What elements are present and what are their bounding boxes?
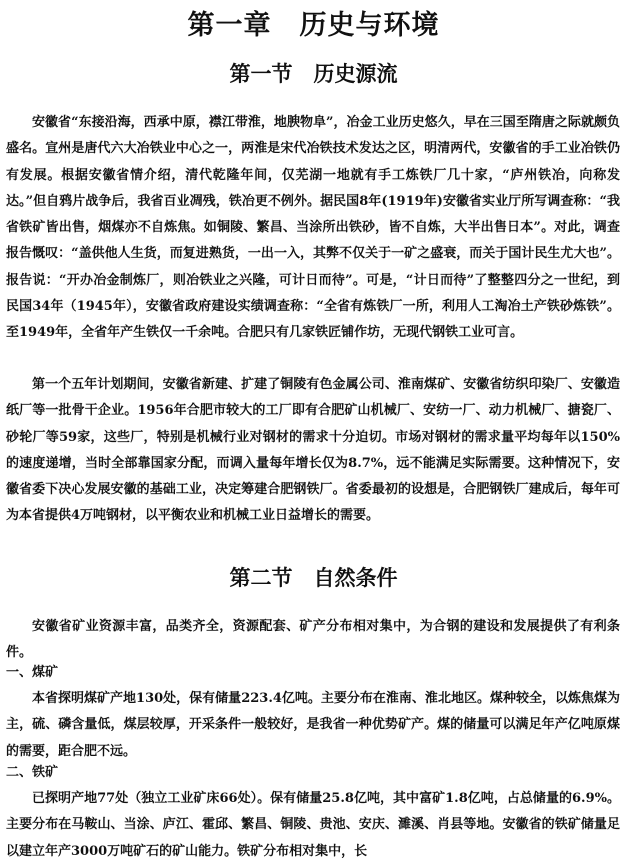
paragraph-five-year-plan: 第一个五年计划期间，安徽省新建、扩建了铜陵有色金属公司、淮南煤矿、安徽省纺织印染厂、安徽造纸厂等一批骨干企业。1956年合肥市较大的工厂即有合肥矿山机械厂、安纺一厂、动力机械厂、搪瓷厂、砂轮厂等59家，这些厂，特别是机械行业对钢材的需求十分迫切。市场对钢材的需求量平均每年以150%的速度递增，当时全部靠国家分配，而调入量每年增长仅为8.7%，远不能满足实际需要。这种情况下，安徽省委下决心发展安徽的基础工业，决定筹建合肥钢铁厂。省委最初的设想是，合肥钢铁厂建成后，每年可为本省提供4万吨钢材，以平衡农业和机械工业日益增长的需要。	[6, 377, 620, 524]
chapter-title: 第一章 历史与环境	[187, 10, 440, 41]
paragraph-mineral-intro: 安徽省矿业资源丰富，品类齐全，资源配套、矿产分布相对集中，为合钢的建设和发展提供了有利条件。	[6, 619, 620, 661]
paragraph-iron-ore: 已探明产地77处（独立工业矿床66处）。保有储量25.8亿吨，其中富矿1.8亿吨，占总储量的6.9%。主要分布在马鞍山、当涂、庐江、霍邱、繁昌、铜陵、贵池、安庆、濉溪、肖县等地。安徽省的铁矿储量足以建立年产3000万吨矿石的矿山能力。铁矿分布相对集中，长	[6, 791, 620, 859]
section-title-natural-conditions: 第二节 自然条件	[229, 566, 398, 590]
subheading-iron-ore: 二、铁矿	[6, 765, 59, 780]
section-title-history: 第一节 历史源流	[229, 62, 398, 86]
subheading-coal: 一、煤矿	[6, 665, 59, 680]
paragraph-history-origins: 安徽省“东接沿海，西承中原，襟江带淮，地腴物阜”，冶金工业历史悠久，早在三国至隋唐之际就颇负盛名。宣州是唐代六大冶铁业中心之一，两淮是宋代冶铁技术发达之区，明清两代，安徽省的手工业冶铁仍有发展。根据安徽省情介绍，清代乾隆年间，仅芜湖一地就有手工炼铁厂几十家，“庐州铁冶，向称发达。”但自鸦片战争后，我省百业凋残，铁冶更不例外。据民国8年(1919年)安徽省实业厅所写调查称：“我省铁矿皆出售，烟煤亦不自炼焦。如铜陵、繁昌、当涂所出铁砂，皆不自炼，大半出售日本”。对此，调查报告慨叹：“盖供他人生货，而复进熟货，一出一入，其弊不仅关于一矿之盛衰，而关于国计民生尤大也”。报告说：“开办冶金制炼厂，则冶铁业之兴隆，可计日而待”。可是，“计日而待”了整整四分之一世纪，到民国34年（1945年），安徽省政府建设实绩调查称：“全省有炼铁厂一所，利用人工淘冶土产铁砂炼铁”。至1949年，全省年产生铁仅一千余吨。合肥只有几家铁匠铺作坊，无现代钢铁工业可言。	[6, 115, 620, 341]
paragraph-coal: 本省探明煤矿产地130处，保有储量223.4亿吨。主要分布在淮南、淮北地区。煤种较全，以炼焦煤为主，硫、磷含量低，煤层较厚，开采条件一般较好，是我省一种优势矿产。煤的储量可以满足年产亿吨原煤的需要，距合肥不远。	[6, 691, 620, 759]
